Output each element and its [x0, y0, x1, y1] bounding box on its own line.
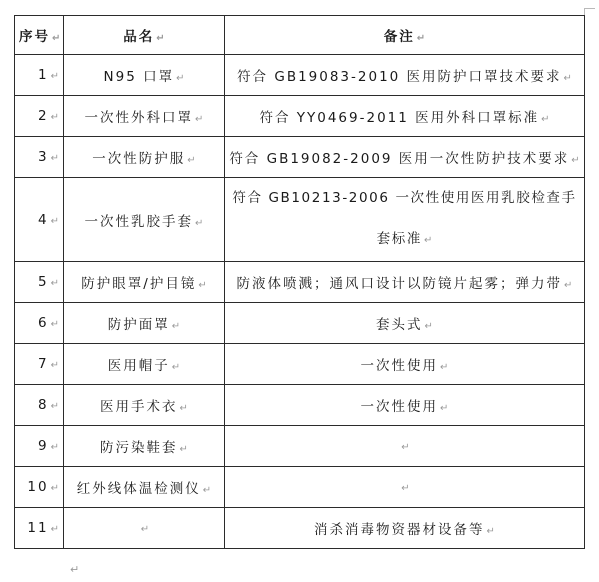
table-row: [15, 344, 585, 385]
row-no: 4 ↵: [15, 178, 64, 262]
row-note: 符合 GB19083-2010 医用防护口罩技术要求 ↵: [225, 55, 585, 96]
cell-end-mark: ↵: [401, 442, 410, 453]
table-row: [15, 55, 585, 96]
row-no: 3 ↵: [15, 137, 64, 178]
row-note: 套头式 ↵: [225, 303, 585, 344]
cell-end-mark: ↵: [50, 442, 59, 453]
cell-end-mark: ↵: [187, 155, 196, 166]
cell-end-mark: ↵: [195, 217, 204, 229]
cell-end-mark: ↵: [50, 278, 59, 289]
cell-end-mark: ↵: [202, 485, 212, 496]
row-note: 消杀消毒物资器材设备等 ↵: [225, 508, 585, 549]
cell-end-mark: ↵: [50, 71, 59, 82]
cell-end-mark: ↵: [198, 280, 207, 291]
table-row: [15, 96, 585, 137]
table-row: [15, 426, 585, 467]
cell-end-mark: ↵: [50, 112, 59, 123]
table-row: [15, 262, 585, 303]
row-no: 1 ↵: [15, 55, 64, 96]
page-corner-marker: [584, 8, 595, 19]
cell-end-mark: ↵: [52, 33, 61, 44]
row-name: 一次性乳胶手套 ↵: [64, 178, 225, 262]
row-note: [225, 467, 585, 508]
row-name: 一次性防护服 ↵: [64, 137, 225, 178]
row-name: [64, 508, 225, 549]
paragraph-mark: ↵: [70, 563, 80, 576]
row-no: 10 ↵: [15, 467, 64, 508]
cell-end-mark: ↵: [50, 360, 59, 371]
cell-end-mark: ↵: [50, 524, 59, 535]
header-no: 序号 ↵: [15, 16, 64, 55]
cell-end-mark: ↵: [140, 524, 150, 535]
row-note: [225, 426, 585, 467]
row-note: 一次性使用 ↵: [225, 344, 585, 385]
cell-end-mark: ↵: [171, 321, 181, 332]
cell-end-mark: ↵: [156, 33, 165, 44]
cell-end-mark: ↵: [571, 155, 580, 166]
cell-end-mark: ↵: [424, 321, 433, 332]
row-note: 符合 GB19082-2009 医用一次性防护技术要求 ↵: [225, 137, 585, 178]
cell-end-mark: ↵: [179, 403, 188, 414]
row-name: 医用手术衣 ↵: [64, 385, 225, 426]
cell-end-mark: ↵: [440, 403, 449, 414]
table-row: [15, 385, 585, 426]
cell-end-mark: ↵: [541, 114, 550, 125]
cell-end-mark: ↵: [440, 362, 449, 373]
row-no: 6 ↵: [15, 303, 64, 344]
cell-end-mark: ↵: [563, 73, 572, 84]
table-row: [15, 467, 585, 508]
header-note: 备注 ↵: [225, 16, 585, 55]
table-row: [15, 178, 585, 262]
table-header-row: [15, 16, 585, 55]
row-no: 9 ↵: [15, 426, 64, 467]
row-name: 红外线体温检测仪 ↵: [64, 467, 225, 508]
row-name: 一次性外科口罩 ↵: [64, 96, 225, 137]
cell-end-mark: ↵: [50, 215, 59, 227]
cell-end-mark: ↵: [416, 33, 426, 44]
supplies-table: [14, 15, 585, 549]
row-note: 符合 GB10213-2006 一次性使用医用乳胶检查手套标准 ↵: [225, 178, 585, 262]
table-row: [15, 137, 585, 178]
row-name: 防护面罩 ↵: [64, 303, 225, 344]
table-row: [15, 508, 585, 549]
header-name: 品名 ↵: [64, 16, 225, 55]
row-no: 2 ↵: [15, 96, 64, 137]
row-note: 防液体喷溅；通风口设计以防镜片起雾；弹力带 ↵: [225, 262, 585, 303]
cell-end-mark: ↵: [179, 444, 188, 455]
row-note: 符合 YY0469-2011 医用外科口罩标准 ↵: [225, 96, 585, 137]
row-name: 防污染鞋套 ↵: [64, 426, 225, 467]
cell-end-mark: ↵: [171, 362, 181, 373]
row-no: 5 ↵: [15, 262, 64, 303]
cell-end-mark: ↵: [50, 153, 59, 164]
cell-end-mark: ↵: [564, 280, 573, 291]
row-name: 防护眼罩/护目镜 ↵: [64, 262, 225, 303]
cell-end-mark: ↵: [50, 401, 59, 412]
cell-end-mark: ↵: [401, 483, 410, 494]
cell-end-mark: ↵: [486, 526, 495, 537]
cell-end-mark: ↵: [50, 483, 59, 494]
cell-end-mark: ↵: [50, 319, 59, 330]
table-row: [15, 303, 585, 344]
row-note: 一次性使用 ↵: [225, 385, 585, 426]
cell-end-mark: ↵: [176, 73, 185, 84]
cell-end-mark: ↵: [195, 114, 204, 125]
row-name: N95 口罩 ↵: [64, 55, 225, 96]
row-no: 8 ↵: [15, 385, 64, 426]
row-name: 医用帽子 ↵: [64, 344, 225, 385]
row-no: 7 ↵: [15, 344, 64, 385]
cell-end-mark: ↵: [423, 235, 433, 246]
row-no: 11 ↵: [15, 508, 64, 549]
